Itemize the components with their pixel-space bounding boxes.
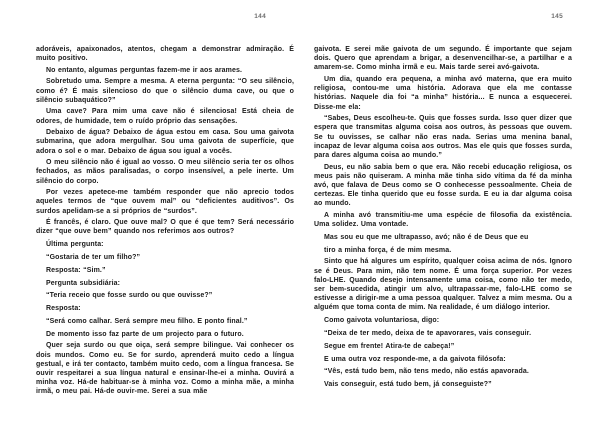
paragraph: Por vezes apetece-me também responder que não aprecio todos aqueles termos de “que ouvem mal” ou “deficientes auditivos”. Os surdos apelidam-se a si próprios de “surdos”. [36,189,294,215]
paragraph: “Teria receio que fosse surdo ou que ouvisse?” [46,292,213,300]
page-text-left [36,45,294,397]
page-text-right [314,45,572,389]
paragraph: Resposta: “Sim.” [46,266,106,274]
paragraph: A minha avó transmitiu-me uma espécie de filosofia da existência. Uma solidez. Uma vontade. [314,212,572,229]
paragraph: tiro a minha força, é de mim mesma. [324,246,452,254]
paragraph: “Gostaria de ter um filho?” [46,253,141,261]
paragraph: gaivota. E serei mãe gaivota de um segundo. É importante que sejam dois. Quero que aprendam a brigar, a desenvencilhar-se, a partilhar e a amarem-se. Como minha irmã e eu. Mais tarde serei avó-gaivota. [314,46,572,72]
paragraph: Um dia, quando era pequena, a minha avó materna, que era muito religiosa, contou-me uma história. Adorava que ela me contasse histórias. Naquele dia foi “a minha” história... E nunca a esquecerei. Disse-me ela: [314,76,572,111]
paragraph: De momento isso faz parte de um projecto para o futuro. [46,330,244,338]
paragraph: Vais conseguir, está tudo bem, já conseguiste?” [324,381,492,389]
paragraph: E uma outra voz responde-me, a da gaivota filósofa: [324,355,506,363]
paragraph: “Sabes, Deus escolheu-te. Quis que fosses surda. Isso quer dizer que espera que transmitas alguma coisa aos outros, às pessoas que ouvem. Se tu ouvisses, se calhar não eras nada. Serias uma menina banal, incapaz de levar alguma coisa aos outros. Mas ele quis que fosses surda, para dares alguma coisa ao mundo.” [314,115,572,160]
paragraph: No entanto, algumas perguntas fazem-me ir aos arames. [46,66,242,74]
paragraph: Deus, eu não sabia bem o que era. Não recebi educação religiosa, os meus pais não quiseram. A minha mãe tinha sido vítima da fé da minha avó, que falava de Deus como se O conhecesse pessoalmente. Cheia de certezas. Ele tinha querido que eu fosse surda. E eu ia dar alguma coisa ao mundo. [314,163,572,208]
paragraph: Sinto que há algures um espírito, qualquer coisa acima de nós. Ignoro se é Deus. Para mim, não tem nome. É uma força superior. Por vezes falo-LHE. Quando desejo intensamente uma coisa, como não ter medo, ser bem-sucedida, atingir um alvo, ultrapassar-me, falo-LHE como se estivesse a dirigir-me a uma pessoa qualquer. Talvez a mim mesma. Ou a alguém que toma conta de mim. Na realidade, é um diálogo interior. [314,258,572,312]
paragraph: Pergunta subsidiária: [46,279,121,287]
paragraph: “Será como calhar. Será sempre meu filho. E ponto final.” [46,317,248,325]
paragraph: Resposta: [46,305,81,313]
paragraph: Segue em frente! Atira-te de cabeça!” [324,342,455,350]
page-number-left: 144 [254,13,266,20]
paragraph: Debaixo de água? Debaixo de água estou em casa. Sou uma gaivota submarina, que adora mergulhar. Sou uma gaivota de superfície, que adora o sol e o mar. Debaixo de água sou igual a vocês. [36,129,294,155]
paragraph: Quer seja surdo ou que oiça, será sempre bilingue. Vai conhecer os dois mundos. Como eu. Se for surdo, aprenderá muito cedo a língua gestual, e irá ter contacto, também muito cedo, com a língua francesa. Se ouvir respeitarei a sua língua natural e ensinar-lhe-ei a minha. Ouvirá a minha voz. Há-de habituar-se à minha voz. Como a minha mãe, a minha irmã, o meu pai. Há-de ouvir-me. Serei a sua mãe [36,342,294,396]
paragraph: “Vês, está tudo bem, não tens medo, não estás apavorada. [324,368,529,376]
paragraph: adoráveis, apaixonados, atentos, chegam a demonstrar admiração. É muito positivo. [36,46,294,63]
paragraph: É francês, é claro. Que ouve mal? O que é que tem? Será necessário dizer “que ouve bem” quando nos referimos aos outros? [36,219,294,236]
paragraph: Como gaivota voluntariosa, digo: [324,317,440,325]
page-number-right: 145 [551,13,563,20]
paragraph: “Deixa de ter medo, deixa de te apavorares, vais conseguir. [324,330,532,338]
paragraph: Uma cave? Para mim uma cave não é silenciosa! Está cheia de odores, de humidade, tem o ruído próprio das sensações. [36,108,294,125]
left-page [36,13,294,397]
paragraph: Mas sou eu que me ultrapasso, avó; não é de Deus que eu [324,234,529,242]
right-page [314,13,572,389]
paragraph: Última pergunta: [46,241,104,249]
paragraph: Sobretudo uma. Sempre a mesma. A eterna pergunta: “O seu silêncio, como é? É mais silencioso do que o silêncio duma cave, ou que o silêncio subaquático?” [36,78,294,104]
paragraph: O meu silêncio não é igual ao vosso. O meu silêncio seria ter os olhos fechados, as mãos paralisadas, o corpo insensível, a pele inerte. Um silêncio do corpo. [36,159,294,185]
